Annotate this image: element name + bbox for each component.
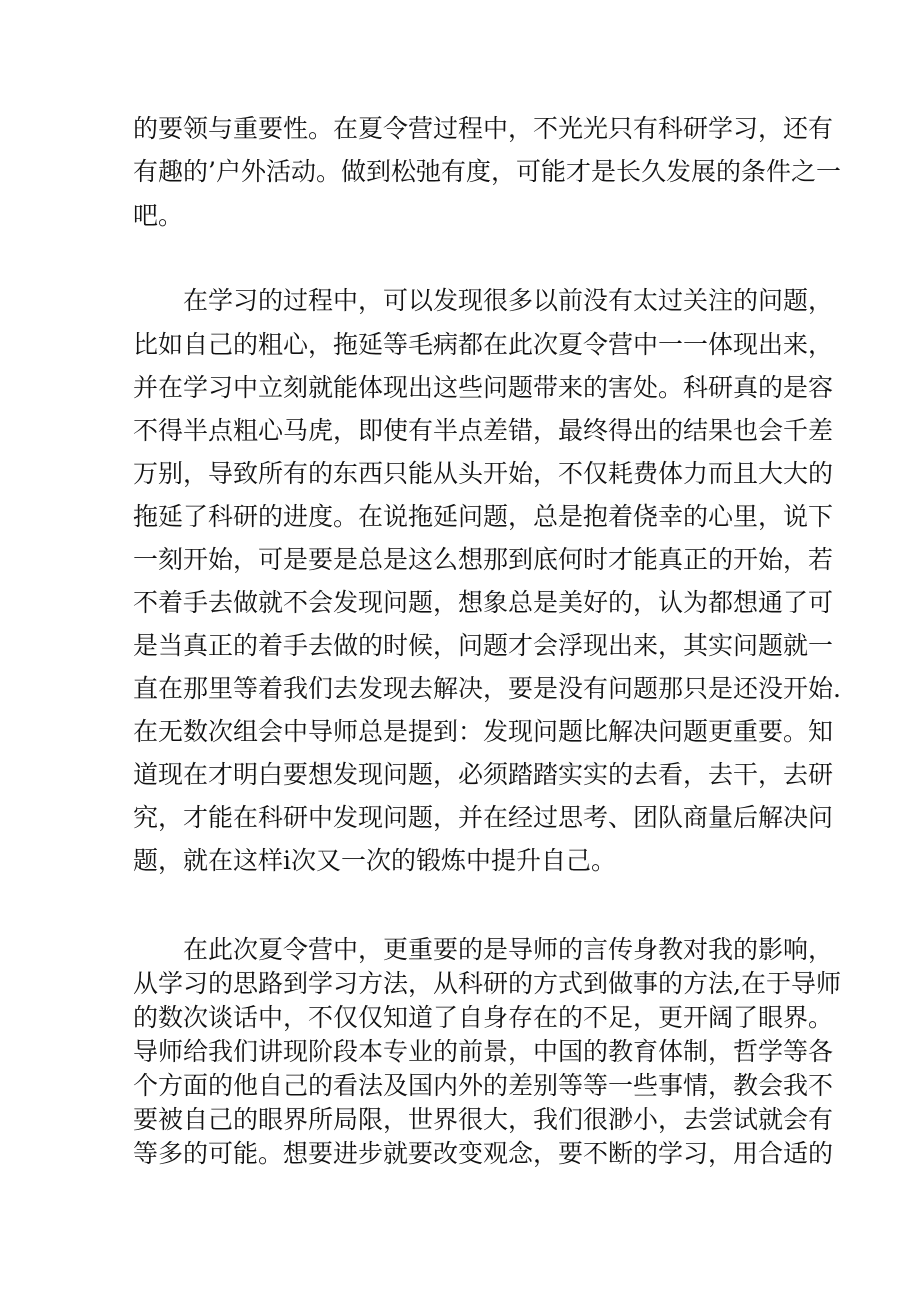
text-line: 道现在才明白要想发现问题，必须踏踏实实的去看，去干，去研 (133, 760, 834, 789)
text-line: 在此次夏令营中，更重要的是导师的言传身教对我的影响， (183, 935, 834, 964)
text-line: 的数次谈话中，不仅仅知道了自身存在的不足，更开阔了眼界。 (133, 1003, 834, 1032)
text-line: 不着手去做就不会发现问题，想象总是美好的，认为都想通了可 (133, 588, 834, 617)
text-line: 在无数次组会中导师总是提到：发现问题比解决问题更重要。知 (133, 717, 834, 746)
text-line: 拖延了科研的进度。在说拖延问题，总是抱着侥幸的心里，说下 (133, 502, 834, 531)
text-line: 个方面的他自己的看法及国内外的差别等等一些事情，教会我不 (133, 1071, 834, 1100)
text-line: 直在那里等着我们去发现去解决，要是没有问题那只是还没开始. (133, 674, 841, 703)
text-line: 等多的可能。想要进步就要改变观念，要不断的学习，用合适的 (133, 1139, 834, 1168)
text-line: 是当真正的着手去做的时候，问题才会浮现出来，其实问题就一 (133, 631, 834, 660)
text-line: 在学习的过程中，可以发现很多以前没有太过关注的问题， (183, 286, 834, 315)
text-line: 的要领与重要性。在夏令营过程中，不光光只有科研学习，还有 (133, 114, 834, 143)
text-line: 并在学习中立刻就能体现出这些问题带来的害处。科研真的是容 (133, 373, 834, 402)
text-line: 究，才能在科研中发现问题，并在经过思考、团队商量后解决问 (133, 803, 834, 832)
text-line: 一刻开始，可是要是总是这么想那到底何时才能真正的开始，若 (133, 545, 834, 574)
text-line: 有趣的’户外活动。做到松弛有度，可能才是长久发展的条件之一 (133, 157, 841, 186)
text-line: 吧。 (133, 201, 184, 230)
text-line: 比如自己的粗心，拖延等毛病都在此次夏令营中一一体现出来， (133, 330, 834, 359)
text-line: 不得半点粗心马虎，即使有半点差错，最终得出的结果也会千差 (133, 416, 834, 445)
text-line: 导师给我们讲现阶段本专业的前景，中国的教育体制，哲学等各 (133, 1037, 834, 1066)
text-line: 要被自己的眼界所局限，世界很大，我们很渺小，去尝试就会有 (133, 1105, 834, 1134)
text-line: 从学习的思路到学习方法，从科研的方式到做事的方法,在于导师 (133, 969, 841, 998)
text-line: 题，就在这样i次又一次的锻炼中提升自己。 (133, 846, 616, 875)
text-line: 万别，导致所有的东西只能从头开始，不仅耗费体力而且大大的 (133, 459, 834, 488)
